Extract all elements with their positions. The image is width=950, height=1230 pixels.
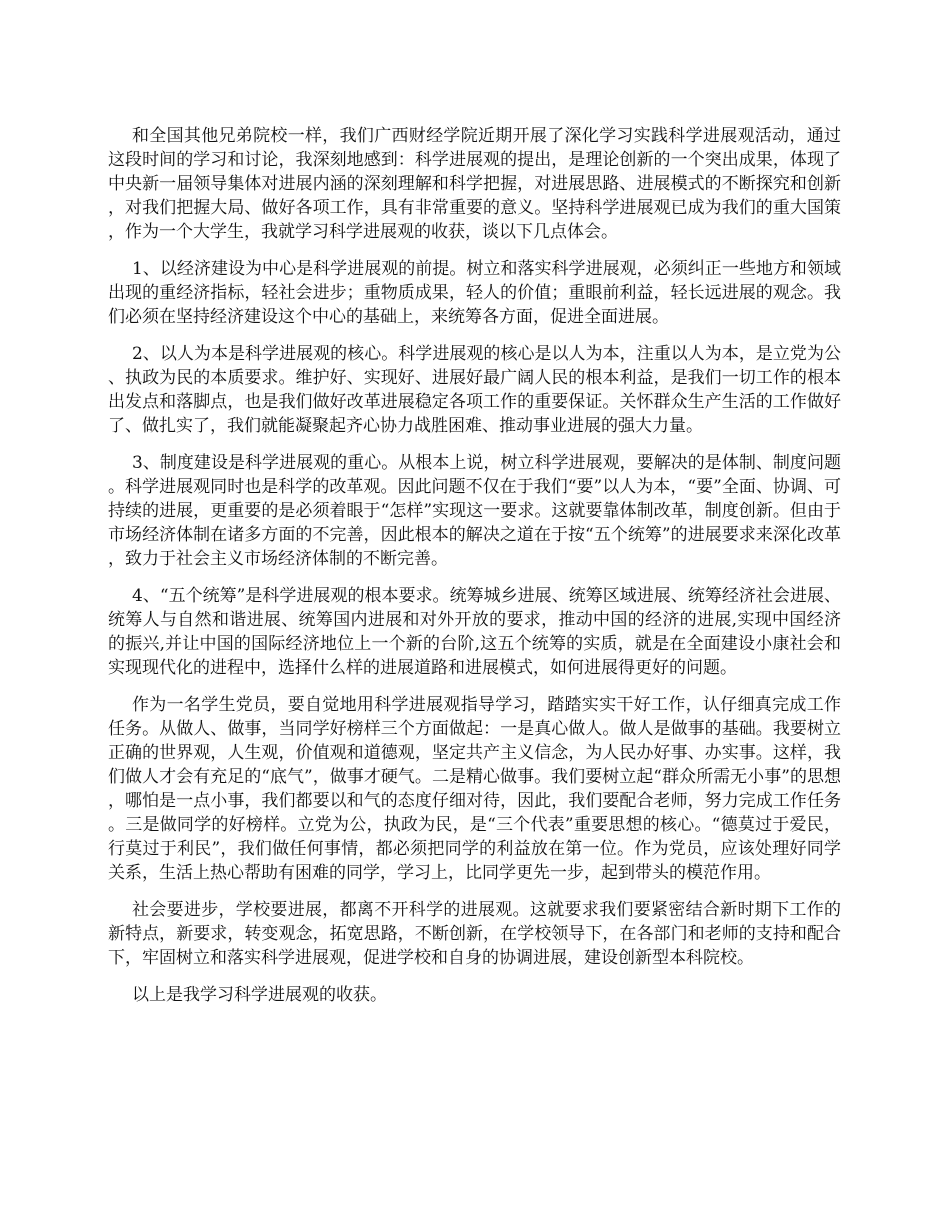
document-page xyxy=(108,124,841,1020)
point-1-paragraph: 1、以经济建设为中心是科学进展观的前提。树立和落实科学进展观，必须纠正一些地方和领域出现的重经济指标，轻社会进步；重物质成果，轻人的价值；重眼前利益，轻长远进展的观念。我们必须在坚持经济建设这个中心的基础上，来统筹各方面，促进全面进展。 xyxy=(108,259,841,327)
point-2-paragraph: 2、以人为本是科学进展观的核心。科学进展观的核心是以人为本，注重以人为本，是立党为公、执政为民的本质要求。维护好、实现好、进展好最广阔人民的根本利益，是我们一切工作的根本出发点和落脚点，也是我们做好改革进展稳定各项工作的重要保证。关怀群众生产生活的工作做好了、做扎实了，我们就能凝聚起齐心协力战胜困难、推动事业进展的强大力量。 xyxy=(108,344,841,436)
point-4-paragraph: 4、“五个统筹”是科学进展观的根本要求。统筹城乡进展、统筹区域进展、统筹经济社会进展、统筹人与自然和谐进展、统筹国内进展和对外开放的要求，推动中国的经济的进展,实现中国经济的振兴,并让中国的国际经济地位上一个新的台阶,这五个统筹的实质，就是在全面建设小康社会和实现现代化的进程中，选择什么样的进展道路和进展模式，如何进展得更好的问题。 xyxy=(108,586,841,678)
closing-paragraph: 以上是我学习科学进展观的收获。 xyxy=(132,985,387,1005)
point-3-paragraph: 3、制度建设是科学进展观的重心。从根本上说，树立科学进展观，要解决的是体制、制度问题。科学进展观同时也是科学的改革观。因此问题不仅在于我们“要”以人为本，“要”全面、协调、可持续的进展，更重要的是必须着眼于“怎样”实现这一要求。这就要靠体制改革，制度创新。但由于市场经济体制在诸多方面的不完善，因此根本的解决之道在于按“五个统筹”的进展要求来深化改革，致力于社会主义市场经济体制的不断完善。 xyxy=(108,453,841,569)
society-paragraph: 社会要进步，学校要进展，都离不开科学的进展观。这就要求我们要紧密结合新时期下工作的新特点，新要求，转变观念，拓宽思路，不断创新，在学校领导下，在各部门和老师的支持和配合下，牢固树立和落实科学进展观，促进学校和自身的协调进展，建设创新型本科院校。 xyxy=(108,900,841,968)
party-member-paragraph: 作为一名学生党员，要自觉地用科学进展观指导学习，踏踏实实干好工作，认仔细真完成工作任务。从做人、做事，当同学好榜样三个方面做起：一是真心做人。做人是做事的基础。我要树立正确的世界观，人生观，价值观和道德观，坚定共产主义信念，为人民办好事、办实事。这样，我们做人才会有充足的“底气”，做事才硬气。二是精心做事。我们要树立起“群众所需无小事”的思想，哪怕是一点小事，我们都要以和气的态度仔细对待，因此，我们要配合老师，努力完成工作任务。三是做同学的好榜样。立党为公，执政为民，是“三个代表”重要思想的核心。“德莫过于爱民，行莫过于利民”，我们做任何事情，都必须把同学的利益放在第一位。作为党员，应该处理好同学关系，生活上热心帮助有困难的同学，学习上，比同学更先一步，起到带头的模范作用。 xyxy=(108,695,841,883)
intro-paragraph: 和全国其他兄弟院校一样，我们广西财经学院近期开展了深化学习实践科学进展观活动，通过这段时间的学习和讨论，我深刻地感到：科学进展观的提出，是理论创新的一个突出成果，体现了中央新一届领导集体对进展内涵的深刻理解和科学把握，对进展思路、进展模式的不断探究和创新，对我们把握大局、做好各项工作，具有非常重要的意义。坚持科学进展观已成为我们的重大国策，作为一个大学生，我就学习科学进展观的收获，谈以下几点体会。 xyxy=(108,126,841,242)
